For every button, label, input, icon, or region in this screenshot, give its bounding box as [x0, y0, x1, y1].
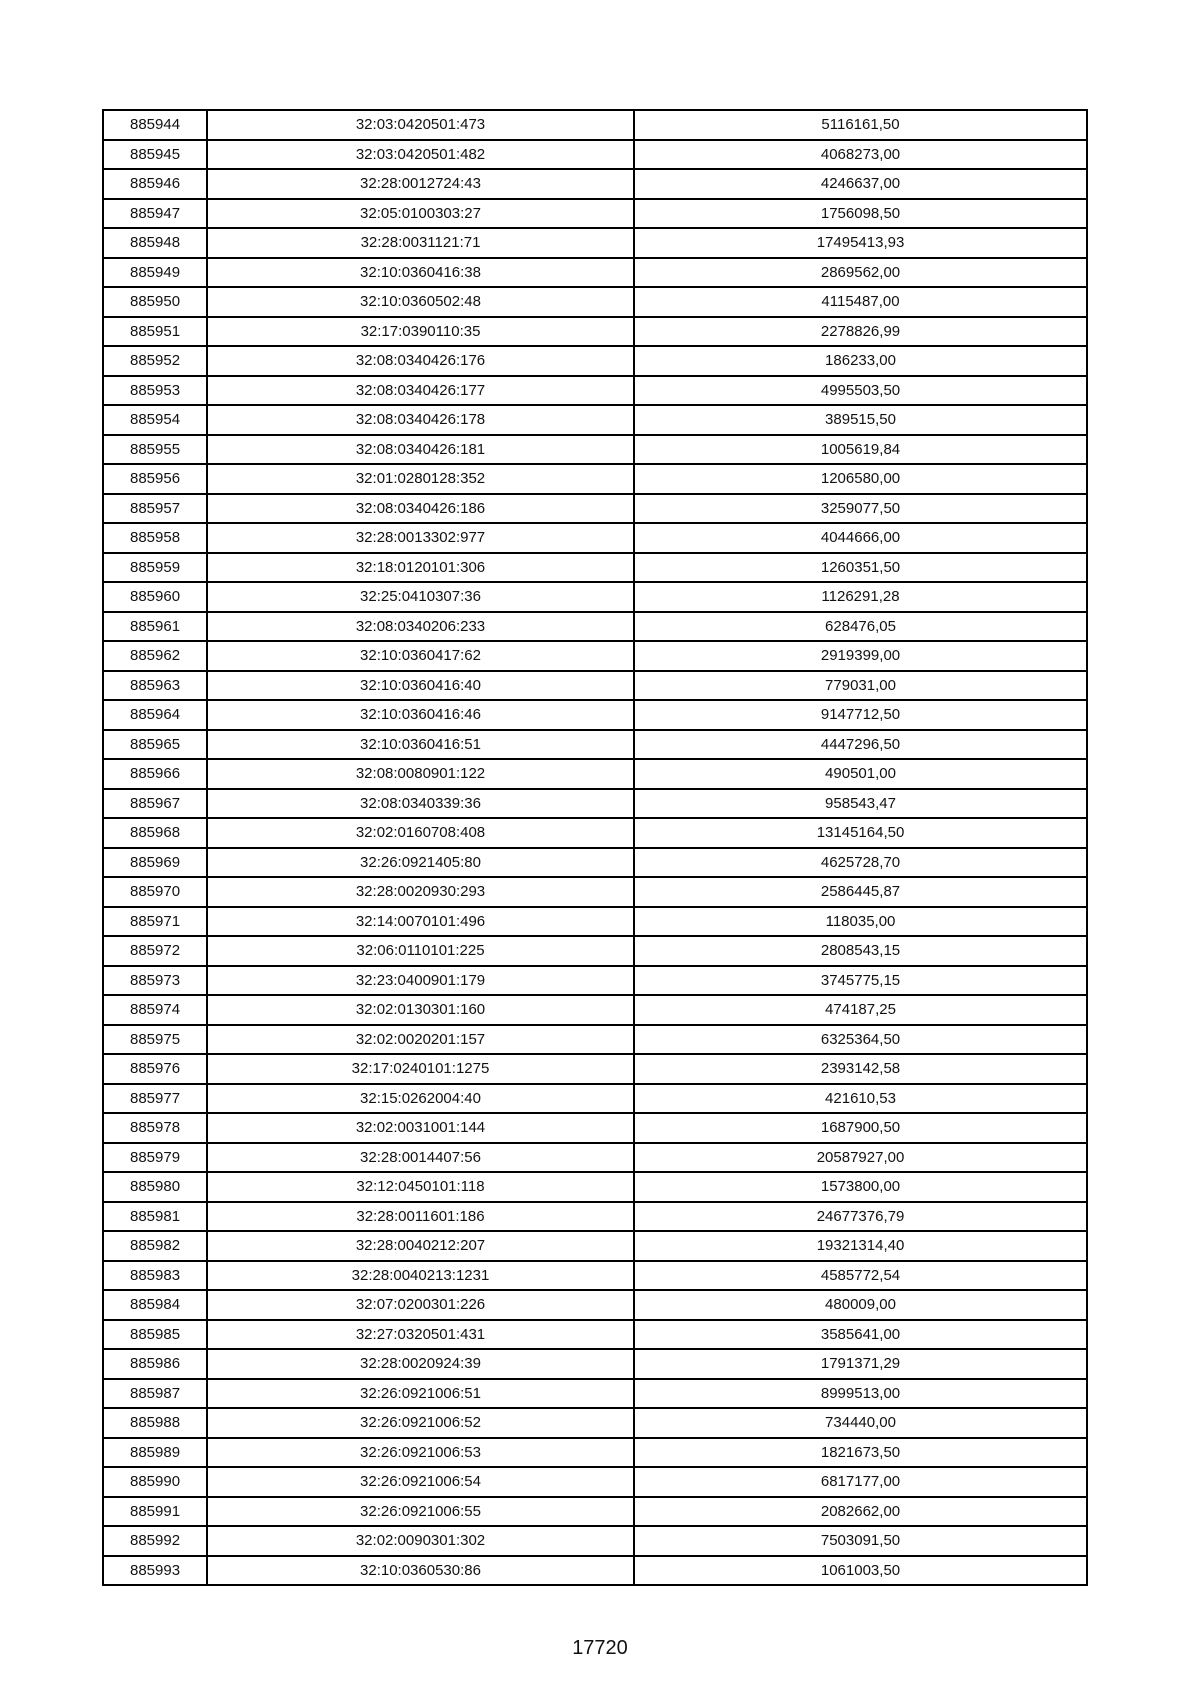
table-row [103, 1349, 1087, 1379]
table-row [103, 1231, 1087, 1261]
row-number-cell: 885988 [103, 1408, 207, 1438]
table-row [103, 464, 1087, 494]
value-cell: 2278826,99 [634, 317, 1087, 347]
cadastral-number-cell: 32:28:0040213:1231 [207, 1261, 634, 1291]
value-cell: 24677376,79 [634, 1202, 1087, 1232]
value-cell: 5116161,50 [634, 110, 1087, 140]
table-row [103, 435, 1087, 465]
table-row [103, 405, 1087, 435]
value-cell: 4068273,00 [634, 140, 1087, 170]
row-number-cell: 885968 [103, 818, 207, 848]
cadastral-number-cell: 32:28:0012724:43 [207, 169, 634, 199]
row-number-cell: 885974 [103, 995, 207, 1025]
row-number-cell: 885963 [103, 671, 207, 701]
row-number-cell: 885962 [103, 641, 207, 671]
value-cell: 186233,00 [634, 346, 1087, 376]
value-cell: 1061003,50 [634, 1556, 1087, 1586]
table-row [103, 553, 1087, 583]
value-cell: 17495413,93 [634, 228, 1087, 258]
cadastral-number-cell: 32:08:0340426:186 [207, 494, 634, 524]
table-row [103, 140, 1087, 170]
table-row [103, 612, 1087, 642]
cadastral-number-cell: 32:08:0340339:36 [207, 789, 634, 819]
row-number-cell: 885981 [103, 1202, 207, 1232]
row-number-cell: 885964 [103, 700, 207, 730]
table-row [103, 317, 1087, 347]
value-cell: 7503091,50 [634, 1526, 1087, 1556]
cadastral-number-cell: 32:23:0400901:179 [207, 966, 634, 996]
value-cell: 2869562,00 [634, 258, 1087, 288]
row-number-cell: 885955 [103, 435, 207, 465]
row-number-cell: 885947 [103, 199, 207, 229]
table-row [103, 1143, 1087, 1173]
value-cell: 6325364,50 [634, 1025, 1087, 1055]
cadastral-number-cell: 32:10:0360416:51 [207, 730, 634, 760]
row-number-cell: 885983 [103, 1261, 207, 1291]
cadastral-number-cell: 32:18:0120101:306 [207, 553, 634, 583]
row-number-cell: 885992 [103, 1526, 207, 1556]
value-cell: 4625728,70 [634, 848, 1087, 878]
value-cell: 490501,00 [634, 759, 1087, 789]
row-number-cell: 885978 [103, 1113, 207, 1143]
row-number-cell: 885961 [103, 612, 207, 642]
cadastral-number-cell: 32:03:0420501:473 [207, 110, 634, 140]
table-row [103, 346, 1087, 376]
row-number-cell: 885950 [103, 287, 207, 317]
value-cell: 958543,47 [634, 789, 1087, 819]
value-cell: 1005619,84 [634, 435, 1087, 465]
value-cell: 1260351,50 [634, 553, 1087, 583]
table-row [103, 258, 1087, 288]
table-row [103, 1261, 1087, 1291]
table-row [103, 1320, 1087, 1350]
cadastral-number-cell: 32:08:0340206:233 [207, 612, 634, 642]
row-number-cell: 885969 [103, 848, 207, 878]
value-cell: 1791371,29 [634, 1349, 1087, 1379]
value-cell: 6817177,00 [634, 1467, 1087, 1497]
table-row [103, 1467, 1087, 1497]
row-number-cell: 885985 [103, 1320, 207, 1350]
cadastral-number-cell: 32:10:0360417:62 [207, 641, 634, 671]
row-number-cell: 885984 [103, 1290, 207, 1320]
value-cell: 3259077,50 [634, 494, 1087, 524]
cadastral-number-cell: 32:17:0240101:1275 [207, 1054, 634, 1084]
row-number-cell: 885970 [103, 877, 207, 907]
table-row [103, 1526, 1087, 1556]
row-number-cell: 885956 [103, 464, 207, 494]
table-row [103, 995, 1087, 1025]
cadastral-number-cell: 32:25:0410307:36 [207, 582, 634, 612]
row-number-cell: 885987 [103, 1379, 207, 1409]
value-cell: 2393142,58 [634, 1054, 1087, 1084]
table-row [103, 966, 1087, 996]
table-row [103, 907, 1087, 937]
value-cell: 389515,50 [634, 405, 1087, 435]
table-row [103, 936, 1087, 966]
cadastral-number-cell: 32:02:0160708:408 [207, 818, 634, 848]
cadastral-number-cell: 32:26:0921006:54 [207, 1467, 634, 1497]
table-row [103, 199, 1087, 229]
value-cell: 3585641,00 [634, 1320, 1087, 1350]
cadastral-number-cell: 32:01:0280128:352 [207, 464, 634, 494]
cadastral-number-cell: 32:08:0340426:178 [207, 405, 634, 435]
cadastral-number-cell: 32:26:0921006:52 [207, 1408, 634, 1438]
row-number-cell: 885953 [103, 376, 207, 406]
row-number-cell: 885980 [103, 1172, 207, 1202]
row-number-cell: 885991 [103, 1497, 207, 1527]
row-number-cell: 885993 [103, 1556, 207, 1586]
value-cell: 1687900,50 [634, 1113, 1087, 1143]
row-number-cell: 885986 [103, 1349, 207, 1379]
cadastral-number-cell: 32:28:0031121:71 [207, 228, 634, 258]
cadastral-number-cell: 32:27:0320501:431 [207, 1320, 634, 1350]
cadastral-number-cell: 32:15:0262004:40 [207, 1084, 634, 1114]
cadastral-number-cell: 32:14:0070101:496 [207, 907, 634, 937]
table-row [103, 818, 1087, 848]
table-row [103, 1172, 1087, 1202]
cadastral-number-cell: 32:02:0090301:302 [207, 1526, 634, 1556]
value-cell: 118035,00 [634, 907, 1087, 937]
row-number-cell: 885945 [103, 140, 207, 170]
value-cell: 1573800,00 [634, 1172, 1087, 1202]
cadastral-number-cell: 32:08:0080901:122 [207, 759, 634, 789]
value-cell: 628476,05 [634, 612, 1087, 642]
row-number-cell: 885951 [103, 317, 207, 347]
cadastral-number-cell: 32:26:0921006:55 [207, 1497, 634, 1527]
row-number-cell: 885989 [103, 1438, 207, 1468]
value-cell: 4044666,00 [634, 523, 1087, 553]
page-number: 17720 [572, 1637, 628, 1659]
value-cell: 4246637,00 [634, 169, 1087, 199]
cadastral-number-cell: 32:02:0130301:160 [207, 995, 634, 1025]
cadastral-number-cell: 32:10:0360530:86 [207, 1556, 634, 1586]
table-row [103, 1497, 1087, 1527]
table-row [103, 1202, 1087, 1232]
table-row [103, 1025, 1087, 1055]
row-number-cell: 885975 [103, 1025, 207, 1055]
cadastral-number-cell: 32:28:0011601:186 [207, 1202, 634, 1232]
cadastral-number-cell: 32:12:0450101:118 [207, 1172, 634, 1202]
row-number-cell: 885960 [103, 582, 207, 612]
value-cell: 4585772,54 [634, 1261, 1087, 1291]
row-number-cell: 885982 [103, 1231, 207, 1261]
value-cell: 2586445,87 [634, 877, 1087, 907]
cadastral-number-cell: 32:28:0040212:207 [207, 1231, 634, 1261]
row-number-cell: 885952 [103, 346, 207, 376]
cadastral-number-cell: 32:10:0360416:38 [207, 258, 634, 288]
table-row [103, 877, 1087, 907]
cadastral-number-cell: 32:26:0921405:80 [207, 848, 634, 878]
cadastral-number-cell: 32:28:0020924:39 [207, 1349, 634, 1379]
table-row [103, 641, 1087, 671]
value-cell: 1126291,28 [634, 582, 1087, 612]
cadastral-number-cell: 32:17:0390110:35 [207, 317, 634, 347]
table-row [103, 848, 1087, 878]
row-number-cell: 885990 [103, 1467, 207, 1497]
row-number-cell: 885946 [103, 169, 207, 199]
row-number-cell: 885967 [103, 789, 207, 819]
table-row [103, 376, 1087, 406]
table-row [103, 494, 1087, 524]
value-cell: 4995503,50 [634, 376, 1087, 406]
value-cell: 4115487,00 [634, 287, 1087, 317]
cadastral-number-cell: 32:26:0921006:51 [207, 1379, 634, 1409]
value-cell: 9147712,50 [634, 700, 1087, 730]
row-number-cell: 885965 [103, 730, 207, 760]
cadastral-number-cell: 32:07:0200301:226 [207, 1290, 634, 1320]
cadastral-number-cell: 32:05:0100303:27 [207, 199, 634, 229]
table-row [103, 1408, 1087, 1438]
cadastral-number-cell: 32:28:0020930:293 [207, 877, 634, 907]
table-row [103, 671, 1087, 701]
cadastral-number-cell: 32:26:0921006:53 [207, 1438, 634, 1468]
row-number-cell: 885972 [103, 936, 207, 966]
cadastral-number-cell: 32:28:0013302:977 [207, 523, 634, 553]
value-cell: 1821673,50 [634, 1438, 1087, 1468]
row-number-cell: 885966 [103, 759, 207, 789]
value-cell: 19321314,40 [634, 1231, 1087, 1261]
table-row [103, 110, 1087, 140]
value-cell: 20587927,00 [634, 1143, 1087, 1173]
value-cell: 480009,00 [634, 1290, 1087, 1320]
table-row [103, 700, 1087, 730]
cadastral-number-cell: 32:08:0340426:177 [207, 376, 634, 406]
cadastral-number-cell: 32:10:0360416:46 [207, 700, 634, 730]
table-row [103, 1438, 1087, 1468]
row-number-cell: 885979 [103, 1143, 207, 1173]
row-number-cell: 885954 [103, 405, 207, 435]
table-row [103, 523, 1087, 553]
cadastral-number-cell: 32:10:0360416:40 [207, 671, 634, 701]
value-cell: 4447296,50 [634, 730, 1087, 760]
table-row [103, 582, 1087, 612]
row-number-cell: 885949 [103, 258, 207, 288]
row-number-cell: 885944 [103, 110, 207, 140]
table-row [103, 1113, 1087, 1143]
value-cell: 2082662,00 [634, 1497, 1087, 1527]
cadastral-number-cell: 32:06:0110101:225 [207, 936, 634, 966]
value-cell: 2919399,00 [634, 641, 1087, 671]
value-cell: 421610,53 [634, 1084, 1087, 1114]
table-row [103, 228, 1087, 258]
table-row [103, 169, 1087, 199]
table-row [103, 730, 1087, 760]
table-row [103, 1290, 1087, 1320]
value-cell: 3745775,15 [634, 966, 1087, 996]
value-cell: 1206580,00 [634, 464, 1087, 494]
cadastral-number-cell: 32:28:0014407:56 [207, 1143, 634, 1173]
row-number-cell: 885958 [103, 523, 207, 553]
row-number-cell: 885973 [103, 966, 207, 996]
row-number-cell: 885959 [103, 553, 207, 583]
row-number-cell: 885971 [103, 907, 207, 937]
row-number-cell: 885948 [103, 228, 207, 258]
value-cell: 474187,25 [634, 995, 1087, 1025]
cadastral-number-cell: 32:03:0420501:482 [207, 140, 634, 170]
value-cell: 734440,00 [634, 1408, 1087, 1438]
value-cell: 8999513,00 [634, 1379, 1087, 1409]
table-row [103, 789, 1087, 819]
value-cell: 1756098,50 [634, 199, 1087, 229]
row-number-cell: 885976 [103, 1054, 207, 1084]
cadastral-number-cell: 32:08:0340426:176 [207, 346, 634, 376]
table-row [103, 287, 1087, 317]
data-table [102, 109, 1088, 1586]
table-row [103, 1084, 1087, 1114]
value-cell: 2808543,15 [634, 936, 1087, 966]
cadastral-number-cell: 32:02:0031001:144 [207, 1113, 634, 1143]
cadastral-number-cell: 32:10:0360502:48 [207, 287, 634, 317]
table-row [103, 759, 1087, 789]
table-row [103, 1054, 1087, 1084]
row-number-cell: 885977 [103, 1084, 207, 1114]
table-row [103, 1556, 1087, 1586]
row-number-cell: 885957 [103, 494, 207, 524]
cadastral-number-cell: 32:08:0340426:181 [207, 435, 634, 465]
value-cell: 13145164,50 [634, 818, 1087, 848]
value-cell: 779031,00 [634, 671, 1087, 701]
cadastral-number-cell: 32:02:0020201:157 [207, 1025, 634, 1055]
table-row [103, 1379, 1087, 1409]
table-body [103, 110, 1087, 1585]
